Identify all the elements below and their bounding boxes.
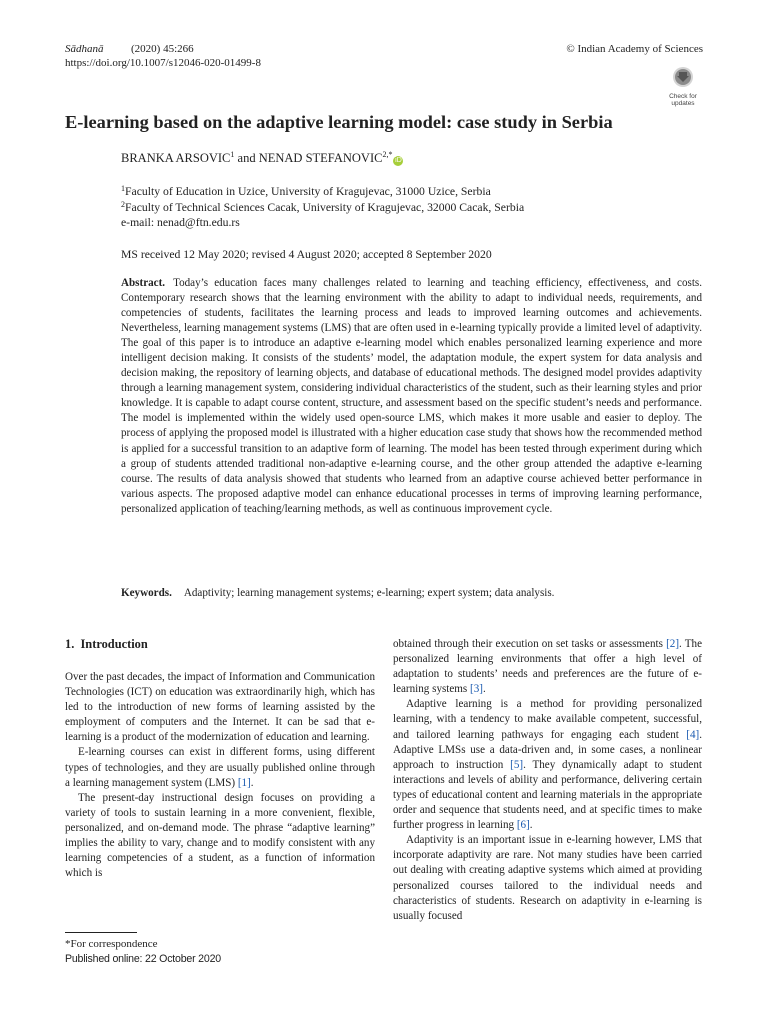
citation-link[interactable]: [4] [686,728,700,741]
authors [121,150,403,166]
text: obtained through their execution on set tasks or assessments [393,638,667,650]
text: . [529,819,533,832]
keywords-text: Adaptivity; learning management systems; e-learning; expert system; data analysis. [183,587,555,599]
published-date: Published online: 22 October 2020 [65,953,221,965]
paragraph [393,697,702,833]
citation-link[interactable]: [3] [470,683,483,696]
abstract-label: Abstract. [121,277,166,289]
orcid-icon[interactable]: iD [395,157,402,164]
left-column [65,670,375,881]
badge-line-1: Check for [669,93,697,100]
text: . [250,776,254,789]
affiliation-2-text: Faculty of Technical Sciences Cacak, University of Kragujevac, 32000 Cacak, Serbia [125,200,525,214]
doi-link[interactable]: https://doi.org/10.1007/s12046-020-01499-8 [65,57,261,69]
text: . The personalized learning environments that offer a high level of adaptation to students’ needs and preferences are the future of e-learning systems [393,638,702,696]
journal-citation [65,42,194,56]
text: . [482,683,486,696]
text: Adaptive learning is a method for providing personalized learning, with a tendency to make available competent, successful, and tailored learning pathways for engaging each student [393,698,702,741]
check-for-updates-badge[interactable] [664,66,702,107]
text: . They dynamically adapt to student interactions and levels of ability and performance, delivering certain types of educational content and learning materials in the appropriate order and sequence that students need, and at specific times to make further progress in learning [393,758,702,832]
paragraph [393,637,702,697]
keywords-label: Keywords. [121,587,172,599]
abstract-text: Today’s education faces many challenges related to learning and teaching efficiency, effectiveness, and costs. Contemporary research shows that the learning environment with the ability to adapt to individual needs, requirements, and competencies of students, facilitates the learning process and leads to improved learning outcomes and achievements. Nevertheless, learning management systems (LMS) that are often used in e-learning typically provide a limited level of adaptivity. The goal of this paper is to introduce an adaptive e-learning model which enables personalized learning experience and more intelligent decision making. It consists of the students’ model, the adaptation module, the expert system for data analysis and decision making, the repository of learning objects, and database of educational methods. The designed model provides adaptivity through a learning management system, considering individual characteristics of the student, such as their learning styles and prior knowledge. It is capable to adapt course content, structure, and assessment based on the specific student’s needs and performance. The model is implemented within the widely used open-source LMS, which makes it more usable and easier to deploy. The process of applying the proposed model is illustrated with a higher education case study that shows how the recommended method is applied for a successful transition to an adaptive form of learning. The model has been tested through experiment during which a group of students attended traditional non-adaptive e-learning course, and the other group attended the adaptive e-learning course. The results of data analysis showed that students who learned from an adaptive course achieved better performance in various aspects. The proposed adaptive model can enhance educational processes in terms of improving learning performance, personalized application of teaching/learning methods, as well as continuous improvement cycle. [121,277,702,515]
citation-link[interactable]: [1] [237,776,251,789]
paragraph: The present-day instructional design focuses on providing a variety of tools to sustain learning in a more convenient, flexible, personalized, and on-demand mode. The phrase “adaptive learning” implies the ability to vary, change and to modify consistent with any learning competencies of a student, as a function of information which is [65,791,375,880]
paragraph: Over the past decades, the impact of Information and Communication Technologies (ICT) on education was extraordinarily high, which has led to the introduction of new forms of learning assisted by the employment of computers and the Internet. It can be sad that e-learning is a product of the modernization of education and learning. [65,671,375,744]
citation-link[interactable]: [5] [510,758,524,771]
text: E-learning courses can exist in different forms, using different types of technologies, and they are usually published online through a learning management system (LMS) [65,746,375,789]
footnote-rule [65,932,137,933]
affiliation-2-num: 2 [121,199,125,209]
citation-link[interactable]: [2] [666,638,680,650]
text: . Adaptive LMSs use a data-driven and, in some cases, a nonlinear approach to instruction [393,728,702,771]
publisher: © Indian Academy of Sciences [566,43,703,55]
affiliation-1 [121,184,524,200]
email[interactable]: e-mail: nenad@ftn.edu.rs [121,216,240,229]
paper-title: E-learning based on the adaptive learning model: case study in Serbia [65,112,613,132]
author-1: BRANKA ARSOVIC [121,151,231,165]
citation-link[interactable]: [6] [516,819,530,832]
right-column [393,637,702,924]
citation: (2020) 45:266 [131,43,194,55]
affiliation-1-num: 1 [121,184,125,193]
affiliation-2 [121,200,524,216]
badge-line-2: updates [671,100,695,107]
author-2-affil: 2,* [382,150,393,159]
keywords [121,586,721,601]
affiliation-1-text: Faculty of Education in Uzice, University of Kragujevac, 31000 Uzice, Serbia [125,185,491,198]
author-2: NENAD STEFANOVIC [258,151,383,165]
journal-name: Sādhanā [65,43,104,55]
received-dates: MS received 12 May 2020; revised 4 August 2020; accepted 8 September 2020 [121,248,492,261]
paragraph [65,745,375,790]
section-heading: 1. Introduction [65,637,148,651]
check-for-updates-icon [664,66,702,88]
author-1-affil: 1 [230,150,235,159]
abstract [121,276,702,517]
authors-and: and [234,151,259,165]
footnote: *For correspondence [65,938,158,950]
paragraph: Adaptivity is an important issue in e-learning however, LMS that incorporate adaptivity are rare. Not many studies have been carried out dealing with creating adaptive systems which aimed at providing personalized courses tailored to the individual needs and characteristics of students. Research on adaptivity in e-learning is usually focused [393,834,702,922]
affiliations [121,184,524,231]
